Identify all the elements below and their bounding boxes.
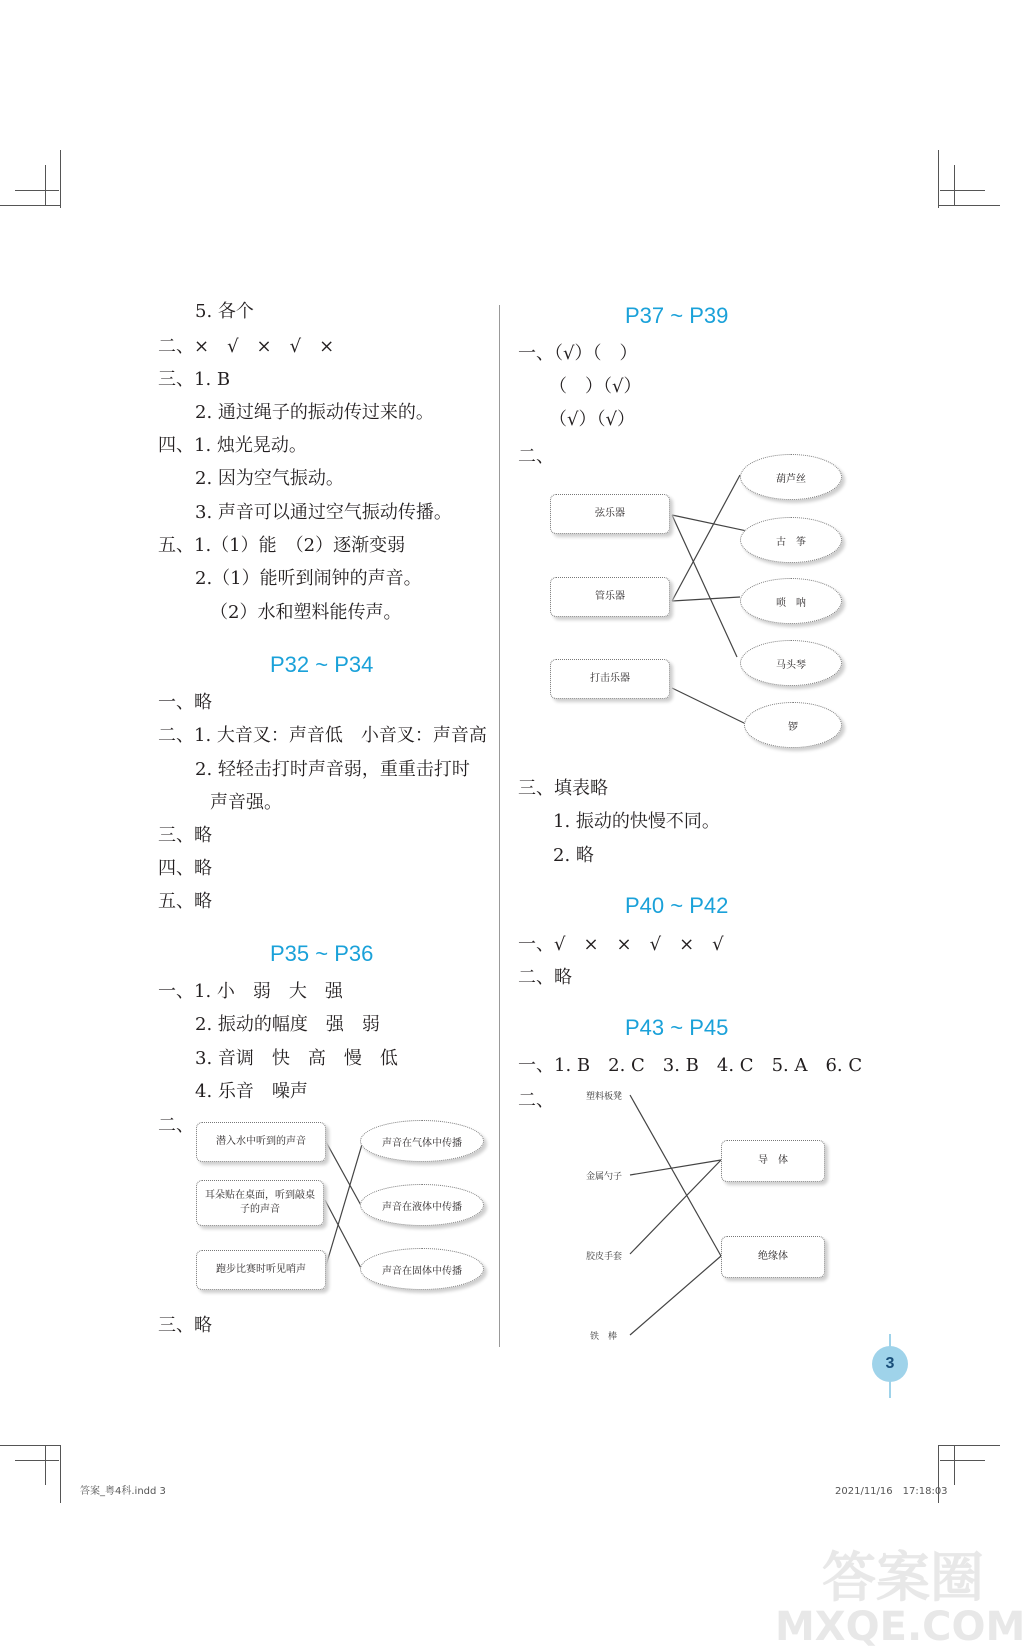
footer-filename: 答案_粤4科.indd 3 <box>80 1486 166 1497</box>
answer-line: （ ）（√） <box>549 376 642 397</box>
page-range-title: P43 ~ P45 <box>625 1015 729 1040</box>
answer-line: 1. 振动的快慢不同。 <box>553 811 720 832</box>
answer-line: 2. 略 <box>553 845 594 866</box>
answer-line: 三、略 <box>158 825 212 846</box>
answer-line: 3. 声音可以通过空气振动传播。 <box>195 502 452 523</box>
answer-line: 5. 各个 <box>195 301 254 322</box>
answer-line: 一、略 <box>158 692 212 713</box>
sound-source-label: 跑步比赛时听见哨声 <box>216 1264 306 1275</box>
instrument-ellipse <box>744 702 842 748</box>
answer-line: 三、略 <box>158 1315 212 1336</box>
page-number: 3 <box>872 1346 908 1382</box>
answer-line: 二、× √ × √ × <box>158 336 335 357</box>
sound-source-label: 潜入水中听到的声音 <box>216 1136 306 1147</box>
answer-line: 3. 音调 快 高 慢 低 <box>195 1048 398 1069</box>
insulator-label: 绝缘体 <box>758 1251 788 1262</box>
material-item: 铁 棒 <box>590 1332 618 1342</box>
instrument-label: 唢 呐 <box>776 597 806 609</box>
material-item: 塑料板凳 <box>586 1092 623 1102</box>
medium-label: 声音在气体中传播 <box>382 1137 462 1149</box>
sound-source-box <box>196 1122 326 1162</box>
answer-line: 二、 <box>518 446 554 467</box>
insulator-box <box>721 1236 825 1278</box>
medium-ellipse <box>360 1120 484 1162</box>
instrument-type-box <box>550 659 670 699</box>
answer-line: 2. 振动的幅度 强 弱 <box>195 1014 380 1035</box>
answer-line: 2. 因为空气振动。 <box>195 468 344 489</box>
answer-line: 三、1. B <box>158 369 231 390</box>
answer-line: （√）（√） <box>549 409 635 430</box>
conductor-label: 导 体 <box>758 1155 788 1166</box>
sound-source-label: 耳朵贴在桌面，听到敲桌子的声音 <box>205 1190 315 1215</box>
page-range-title: P40 ~ P42 <box>625 893 729 918</box>
answer-line: 三、填表略 <box>518 778 608 799</box>
conductor-box <box>721 1140 825 1182</box>
instrument-type-box <box>550 577 670 617</box>
medium-label: 声音在固体中传播 <box>382 1265 462 1277</box>
answer-line: 声音强。 <box>210 792 282 813</box>
answer-line: 一、1. 小 弱 大 强 <box>158 981 343 1002</box>
instrument-type-box <box>550 494 670 534</box>
answer-line: 二、 <box>158 1115 194 1136</box>
instrument-type-label: 管乐器 <box>595 591 625 602</box>
answer-line: 二、 <box>518 1090 554 1111</box>
answer-line: 四、略 <box>158 858 212 879</box>
instrument-ellipse <box>740 578 842 624</box>
sound-source-box <box>196 1180 324 1226</box>
instrument-label: 葫芦丝 <box>776 473 806 485</box>
answer-line: （2）水和塑料能传声。 <box>210 602 402 623</box>
instrument-ellipse <box>740 640 842 686</box>
answer-line: 五、略 <box>158 891 212 912</box>
page-range-title: P37 ~ P39 <box>625 303 729 328</box>
medium-ellipse <box>360 1184 484 1226</box>
instrument-label: 锣 <box>788 721 798 733</box>
medium-ellipse <box>360 1248 484 1290</box>
medium-label: 声音在液体中传播 <box>382 1201 462 1213</box>
answer-line: 2. 轻轻击打时声音弱，重重击打时 <box>195 759 470 780</box>
answer-line: 一、（√）（ ） <box>518 343 638 364</box>
answer-line: 一、√ × × √ × √ <box>518 934 724 955</box>
instrument-type-label: 弦乐器 <box>595 508 625 519</box>
material-item: 金属勺子 <box>586 1172 623 1182</box>
answer-line: 五、1.（1）能 （2）逐渐变弱 <box>158 535 406 556</box>
instrument-label: 马头琴 <box>776 659 806 671</box>
instrument-ellipse <box>740 517 842 563</box>
instrument-type-label: 打击乐器 <box>590 673 630 684</box>
answer-line: 二、1. 大音叉：声音低 小音叉：声音高 <box>158 725 487 746</box>
answer-line: 四、1. 烛光晃动。 <box>158 435 307 456</box>
answer-line: 一、1. B 2. C 3. B 4. C 5. A 6. C <box>518 1055 863 1076</box>
material-item: 胶皮手套 <box>586 1252 623 1262</box>
footer-timestamp: 2021/11/16 17:18:03 <box>835 1486 948 1497</box>
page-range-title: P35 ~ P36 <box>270 941 374 966</box>
answer-line: 2. 通过绳子的振动传过来的。 <box>195 402 434 423</box>
instrument-label: 古 筝 <box>776 536 806 548</box>
watermark-url: MXQE.COM <box>775 1604 1025 1650</box>
page-range-title: P32 ~ P34 <box>270 652 374 677</box>
answer-line: 二、略 <box>518 967 572 988</box>
answer-line: 2.（1）能听到闹钟的声音。 <box>195 568 422 589</box>
answer-line: 4. 乐音 噪声 <box>195 1081 308 1102</box>
watermark-logo: 答案圈 <box>822 1546 984 1609</box>
sound-source-box <box>196 1250 326 1290</box>
instrument-ellipse <box>740 454 842 500</box>
